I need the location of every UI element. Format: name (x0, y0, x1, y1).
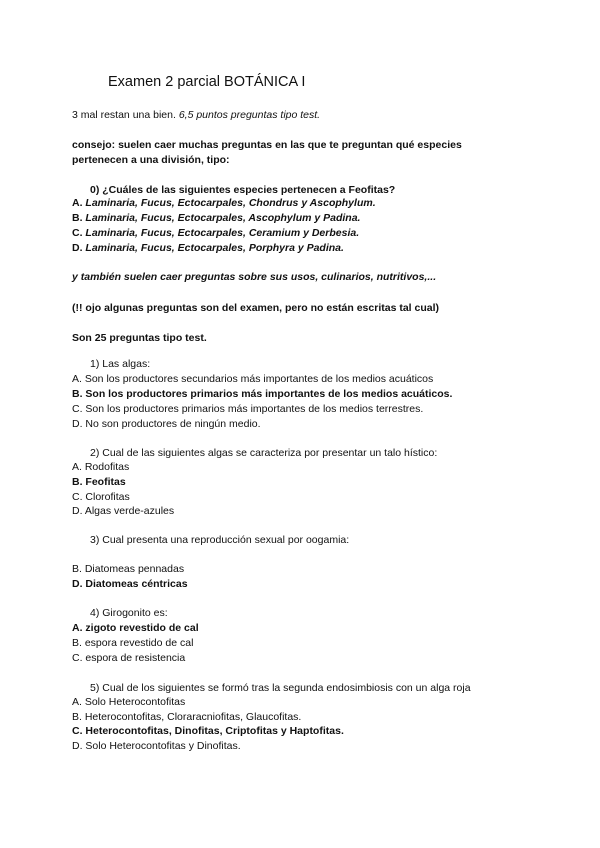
question-2-option-d: D. Algas verde-azules (72, 505, 175, 517)
question-1-option-d: D. No son productores de ningún medio. (72, 418, 261, 430)
question-1-option-b: B. Son los productores primarios más importantes de los medios acuáticos. (72, 388, 453, 400)
question-1-option-c: C. Son los productores primarios más importantes de los medios terrestres. (72, 403, 424, 415)
advice-line-2: pertenecen a una división, tipo: (72, 154, 230, 166)
question-3-option-b: B. Diatomeas pennadas (72, 563, 185, 575)
question-1-option-a: A. Son los productores secundarios más importantes de los medios acuáticos (72, 373, 434, 385)
intro-italic-text: 6,5 puntos preguntas tipo test. (178, 109, 321, 121)
question-5-option-c: C. Heterocontofitas, Dinofitas, Criptofitas y Haptofitas. (72, 725, 344, 737)
question-4-option-b: B. espora revestido de cal (72, 637, 194, 649)
question-4-head: 4) Girogonito es: (90, 607, 168, 619)
question-5-option-a: A. Solo Heterocontofitas (72, 696, 186, 708)
question-5-head: 5) Cual de los siguientes se formó tras la segunda endosimbiosis con un alga roja (90, 682, 471, 694)
example-option-c: C. Laminaria, Fucus, Ectocarpales, Ceramium y Derbesia. (72, 227, 360, 239)
question-4-option-a: A. zigoto revestido de cal (72, 622, 199, 634)
question-2-option-a: A. Rodofitas (72, 461, 130, 473)
question-3-option-d: D. Diatomeas céntricas (72, 578, 188, 590)
note-exam: (!! ojo algunas preguntas son del examen, pero no están escritas tal cual) (72, 302, 440, 314)
example-option-a: A. Laminaria, Fucus, Ectocarpales, Chondrus y Ascophylum. (72, 197, 376, 209)
question-2-option-b: B. Feofitas (72, 476, 126, 488)
question-5-option-b: B. Heterocontofitas, Cloraracniofitas, Glaucofitas. (72, 711, 302, 723)
question-2-option-c: C. Clorofitas (72, 491, 130, 503)
question-count: Son 25 preguntas tipo test. (72, 332, 207, 344)
intro-text: 3 mal restan una bien. (72, 109, 179, 121)
example-option-b: B. Laminaria, Fucus, Ectocarpales, Ascophylum y Padina. (72, 212, 361, 224)
question-2-head: 2) Cual de las siguientes algas se caracteriza por presentar un talo hístico: (90, 447, 438, 459)
note-uses: y también suelen caer preguntas sobre sus usos, culinarios, nutritivos,... (72, 271, 437, 283)
page-title: Examen 2 parcial BOTÁNICA I (108, 74, 306, 90)
question-4-option-c: C. espora de resistencia (72, 652, 186, 664)
intro-line (72, 108, 320, 122)
question-5-option-d: D. Solo Heterocontofitas y Dinofitas. (72, 740, 241, 752)
question-3-head: 3) Cual presenta una reproducción sexual por oogamia: (90, 534, 350, 546)
example-question: 0) ¿Cuáles de las siguientes especies pertenecen a Feofitas? (90, 184, 396, 196)
example-option-d: D. Laminaria, Fucus, Ectocarpales, Porphyra y Padina. (72, 242, 344, 254)
question-1-head: 1) Las algas: (90, 358, 151, 370)
advice-line-1: consejo: suelen caer muchas preguntas en las que te preguntan qué especies (72, 139, 462, 151)
